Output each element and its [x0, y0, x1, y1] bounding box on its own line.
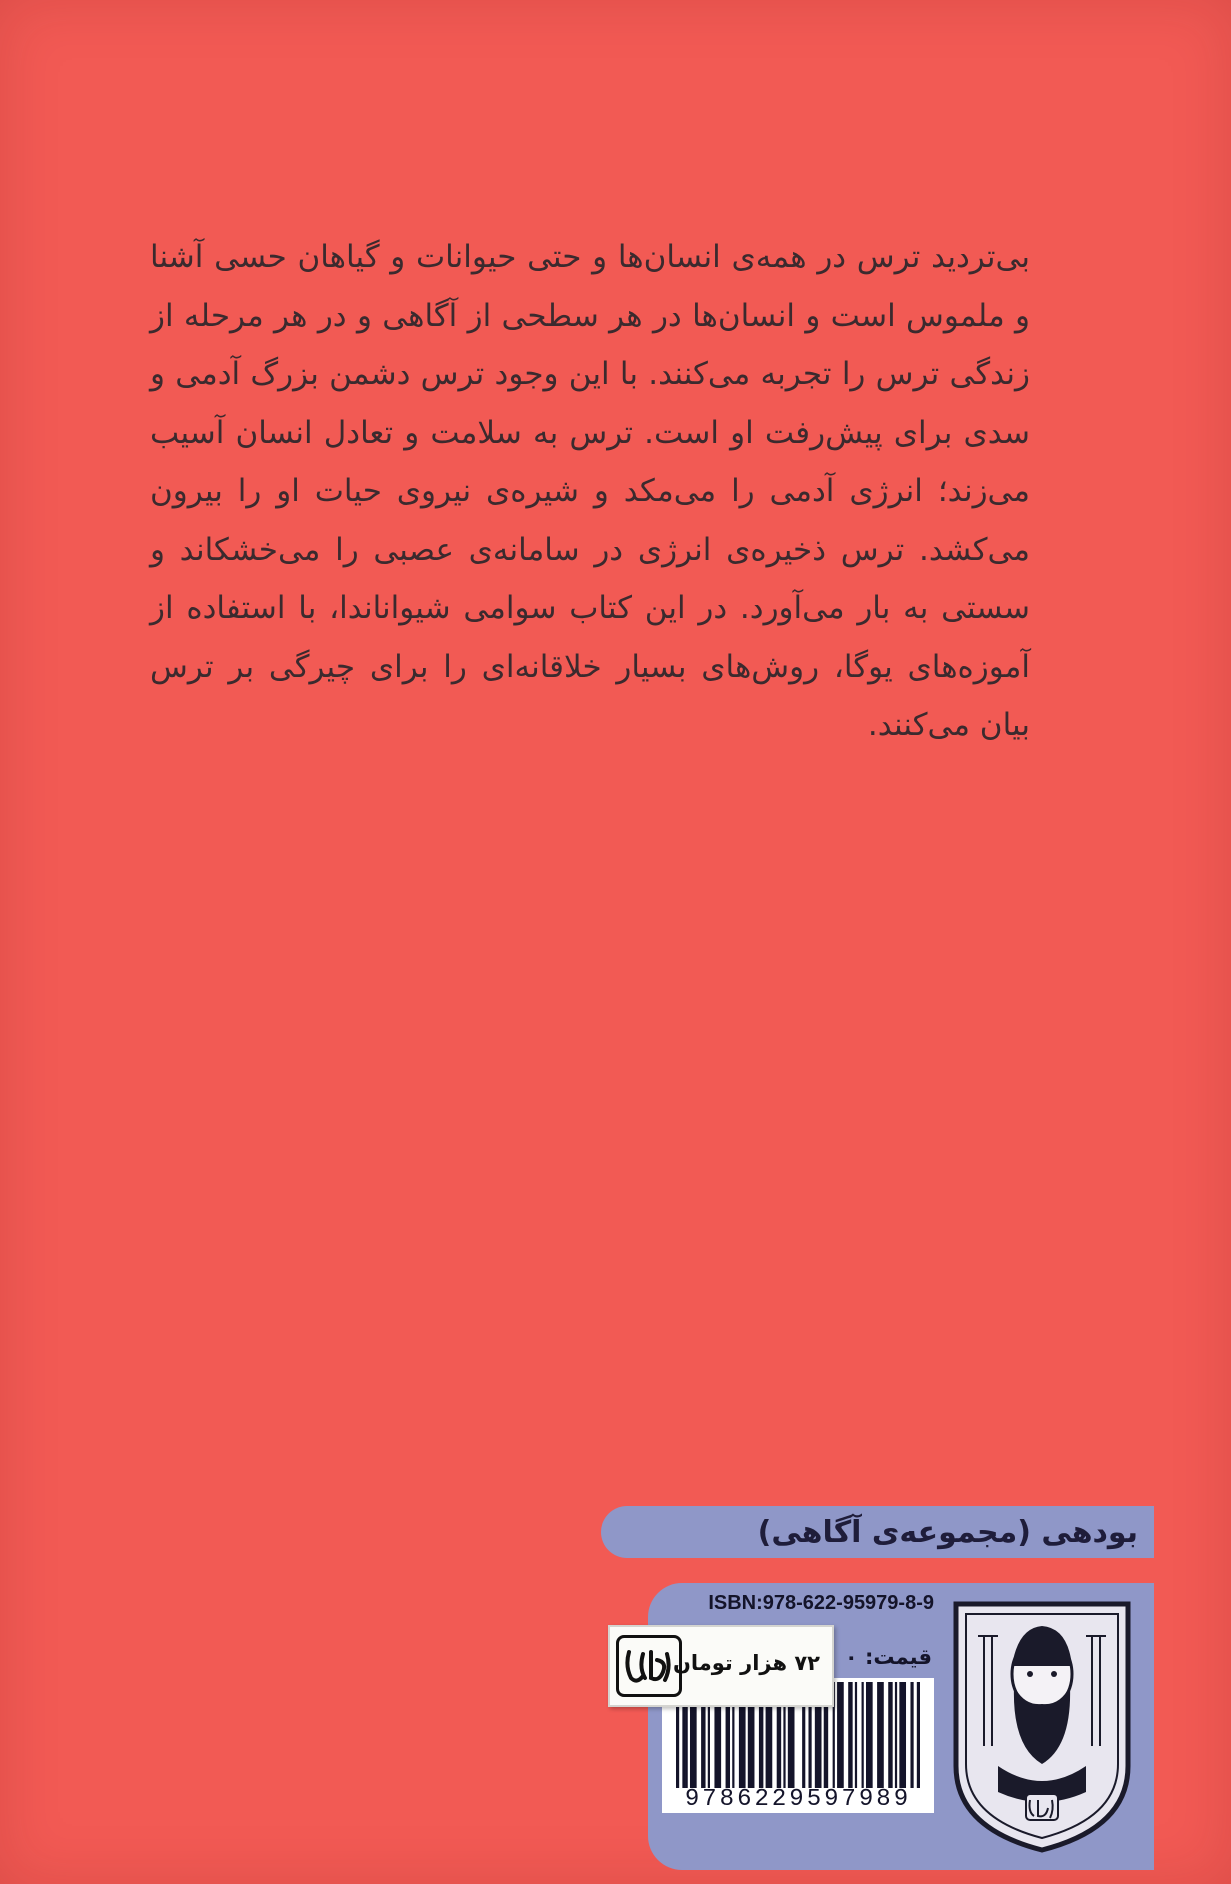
blurb-text: بی‌تردید ترس در همه‌ی انسان‌ها و حتی حیوانات و گیاهان حسی آشنا و ملموس است و انسان‌ها در هر سطحی از آگاهی و در هر مرحله از زندگی ترس را تجربه می‌کنند. با این وجود ترس دشمن بزرگ آدمی و سدی برای پیش‌رفت او است. ترس به سلامت و تعادل انسان آسیب می‌زند؛ انرژی آدمی را می‌مکد و شیره‌ی نیروی حیات او را بیرون می‌کشد. ترس ذخیره‌ی انرژی در سامانه‌ی عصبی را می‌خشکاند و سستی به بار می‌آورد. در این کتاب سوامی شیواناندا، با استفاده از آموزه‌های یوگا، روش‌های بسیار خلاقانه‌ای را برای چیرگی بر ترس بیان می‌کنند.	[150, 239, 1030, 743]
price-value: ۷۲ هزار تومان	[672, 1651, 820, 1675]
price-label: قیمت: ۰	[844, 1645, 932, 1669]
publisher-badge	[948, 1596, 1136, 1856]
price-sticker	[608, 1625, 834, 1707]
bearded-sage-logo-icon	[948, 1596, 1136, 1856]
series-band	[601, 1506, 1154, 1558]
barcode-digits: 9786229597989	[684, 1786, 912, 1813]
isbn-text: ISBN:978-622-95979-8-9	[708, 1592, 934, 1614]
series-label: بودهی (مجموعه‌ی آگاهی)	[757, 1514, 1138, 1550]
